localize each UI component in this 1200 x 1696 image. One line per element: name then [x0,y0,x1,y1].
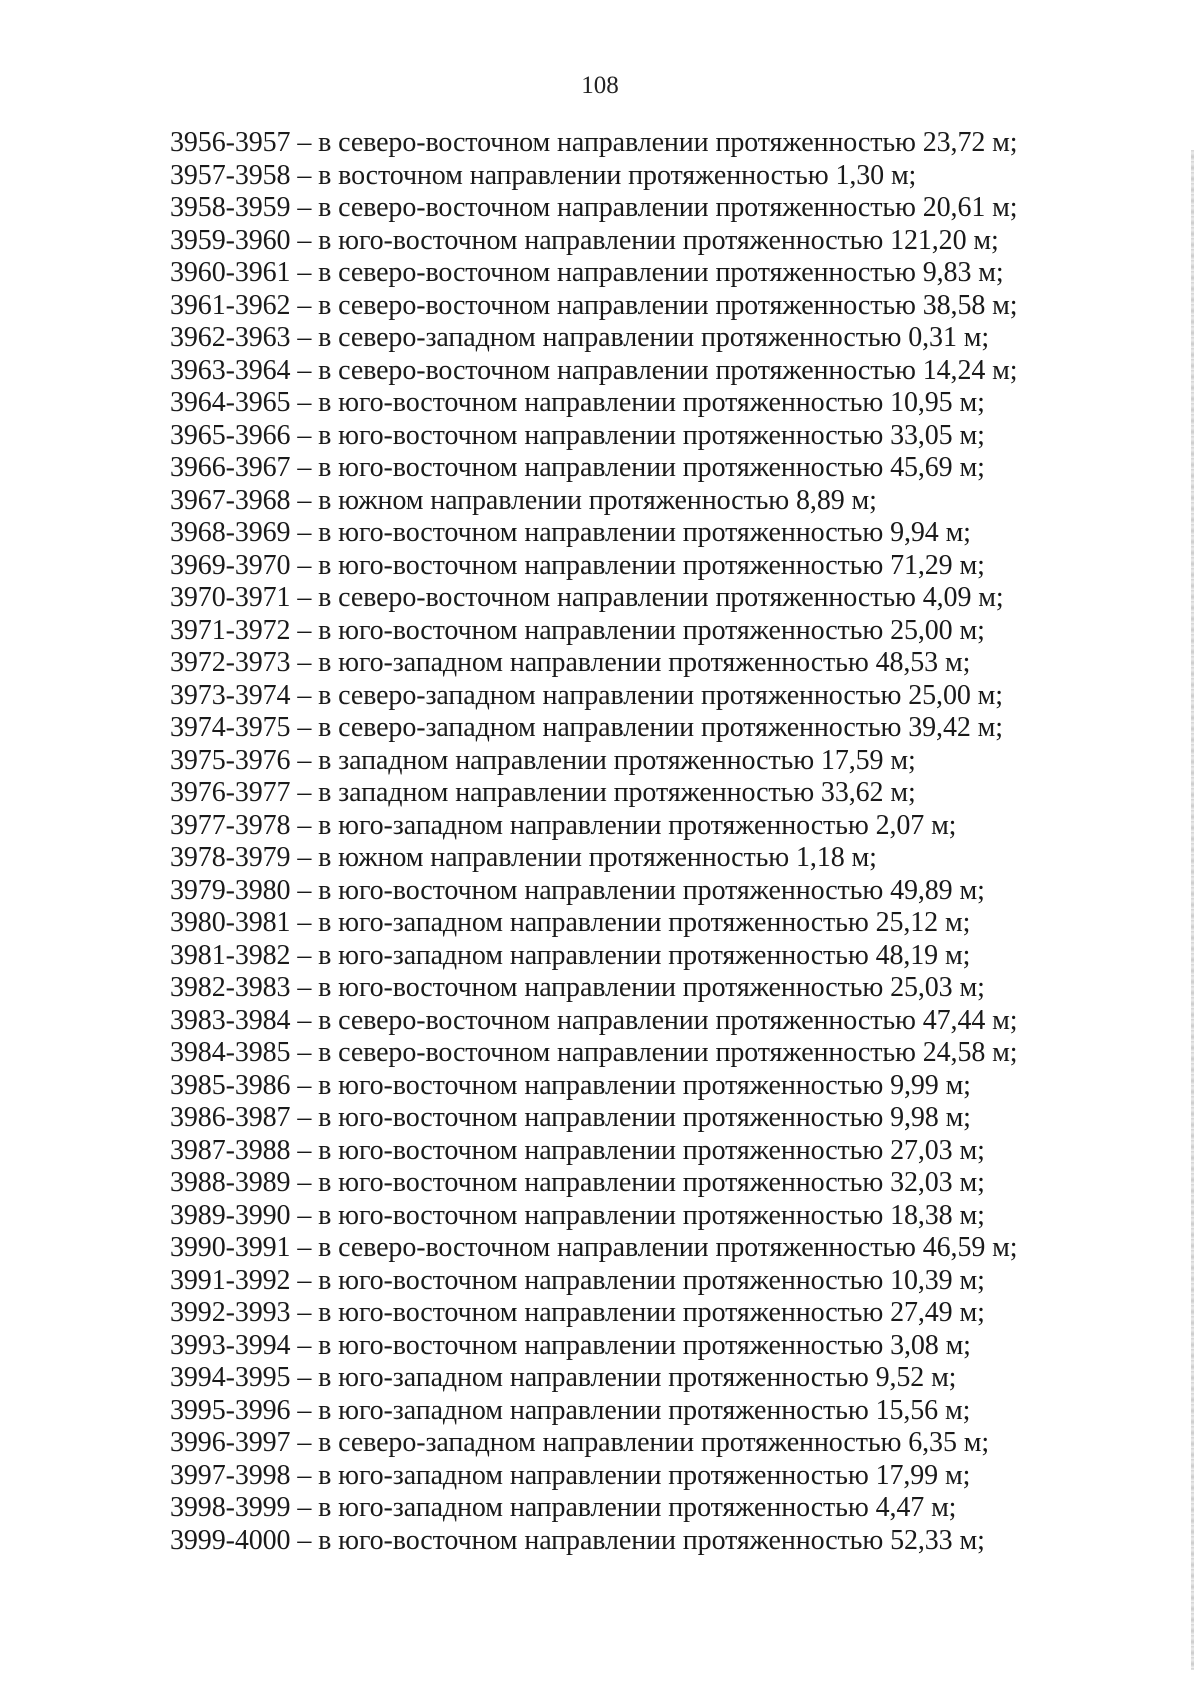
segment-line: 3993-3994 – в юго-восточном направлении протяженностью 3,08 м; [170,1329,971,1361]
segment-line: 3969-3970 – в юго-восточном направлении протяженностью 71,29 м; [170,549,985,581]
segment-line: 3979-3980 – в юго-восточном направлении протяженностью 49,89 м; [170,874,985,906]
segment-line: 3976-3977 – в западном направлении протяженностью 33,62 м; [170,777,916,808]
segment-line: 3964-3965 – в юго-восточном направлении протяженностью 10,95 м; [170,387,985,418]
segment-line: 3991-3992 – в юго-восточном направлении протяженностью 10,39 м; [170,1264,985,1296]
segment-line: 3985-3986 – в юго-восточном направлении протяженностью 9,99 м; [170,1069,971,1101]
segment-line: 3986-3987 – в юго-восточном направлении протяженностью 9,98 м; [170,1102,971,1133]
segment-line: 3984-3985 – в северо-восточном направлении протяженностью 24,58 м; [170,1037,1018,1068]
segment-line: 3968-3969 – в юго-восточном направлении протяженностью 9,94 м; [170,517,971,548]
segment-line: 3996-3997 – в северо-западном направлении протяженностью 6,35 м; [170,1427,990,1458]
page-number: 108 [581,72,619,99]
segment-line: 3970-3971 – в северо-восточном направлении протяженностью 4,09 м; [170,582,1004,613]
segment-line: 3956-3957 – в северо-восточном направлении протяженностью 23,72 м; [170,127,1018,158]
segment-line: 3965-3966 – в юго-восточном направлении протяженностью 33,05 м; [170,419,985,451]
segment-line: 3962-3963 – в северо-западном направлении протяженностью 0,31 м; [170,322,990,353]
segment-line: 3989-3990 – в юго-восточном направлении протяженностью 18,38 м; [170,1199,985,1231]
segment-line: 3963-3964 – в северо-восточном направлении протяженностью 14,24 м; [170,354,1018,386]
segment-line: 3973-3974 – в северо-западном направлении протяженностью 25,00 м; [170,679,1003,711]
segment-line: 3994-3995 – в юго-западном направлении протяженностью 9,52 м; [170,1362,957,1393]
segment-line: 3997-3998 – в юго-западном направлении протяженностью 17,99 м; [170,1459,971,1491]
segment-line: 3961-3962 – в северо-восточном направлении протяженностью 38,58 м; [170,289,1018,321]
segment-line: 3990-3991 – в северо-восточном направлении протяженностью 46,59 м; [170,1232,1018,1263]
segment-line: 3972-3973 – в юго-западном направлении протяженностью 48,53 м; [170,647,971,678]
segment-line: 3982-3983 – в юго-восточном направлении протяженностью 25,03 м; [170,972,985,1003]
segment-line: 3977-3978 – в юго-западном направлении протяженностью 2,07 м; [170,809,957,841]
scan-edge-artifact [1191,150,1194,1670]
segment-line: 3998-3999 – в юго-западном направлении протяженностью 4,47 м; [170,1492,957,1523]
segment-line: 3958-3959 – в северо-восточном направлении протяженностью 20,61 м; [170,192,1018,223]
segment-line: 3983-3984 – в северо-восточном направлении протяженностью 47,44 м; [170,1004,1018,1036]
segment-line: 3980-3981 – в юго-западном направлении протяженностью 25,12 м; [170,907,971,938]
segment-line: 3995-3996 – в юго-западном направлении протяженностью 15,56 м; [170,1394,971,1426]
segment-line: 3975-3976 – в западном направлении протяженностью 17,59 м; [170,744,916,776]
segment-line: 3987-3988 – в юго-восточном направлении протяженностью 27,03 м; [170,1134,985,1166]
segment-line: 3971-3972 – в юго-восточном направлении протяженностью 25,00 м; [170,614,985,646]
segment-line: 3966-3967 – в юго-восточном направлении протяженностью 45,69 м; [170,452,985,483]
segment-line: 3959-3960 – в юго-восточном направлении протяженностью 121,20 м; [170,224,999,256]
segment-line: 3957-3958 – в восточном направлении протяженностью 1,30 м; [170,159,917,191]
segment-line: 3981-3982 – в юго-западном направлении протяженностью 48,19 м; [170,939,971,971]
segment-line: 3960-3961 – в северо-восточном направлении протяженностью 9,83 м; [170,257,1004,288]
segment-line: 3978-3979 – в южном направлении протяженностью 1,18 м; [170,842,877,873]
segment-line: 3974-3975 – в северо-западном направлении протяженностью 39,42 м; [170,712,1003,743]
segment-line: 3988-3989 – в юго-восточном направлении протяженностью 32,03 м; [170,1167,985,1198]
segment-list [170,127,1070,1557]
segment-line: 3967-3968 – в южном направлении протяженностью 8,89 м; [170,484,877,516]
segment-line: 3992-3993 – в юго-восточном направлении протяженностью 27,49 м; [170,1297,985,1328]
segment-line: 3999-4000 – в юго-восточном направлении протяженностью 52,33 м; [170,1524,985,1556]
